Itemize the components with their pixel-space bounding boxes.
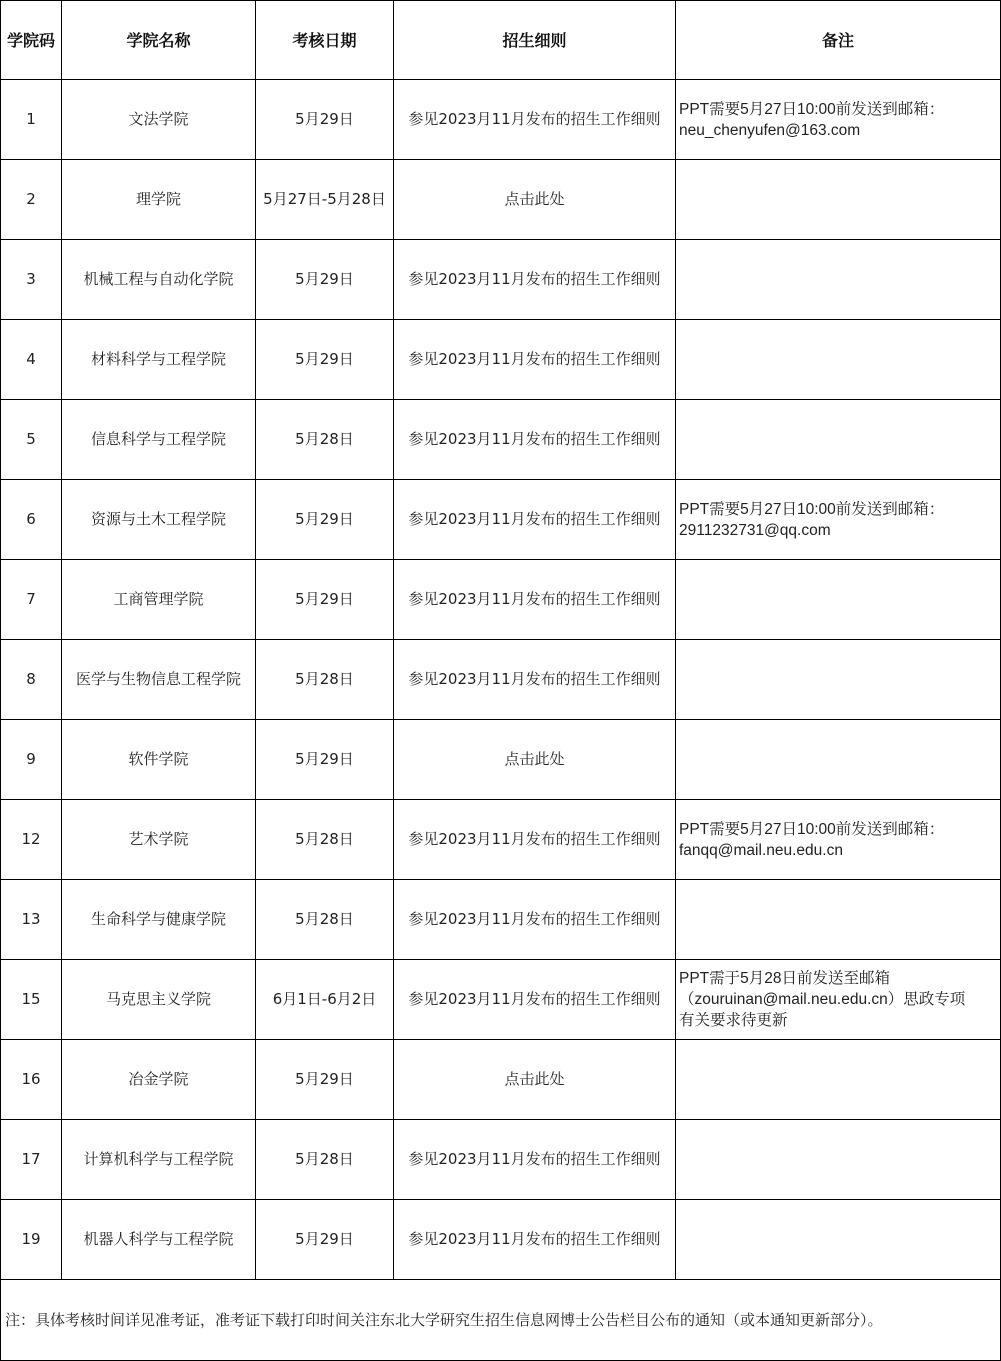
college-name: 文法学院 [62,80,256,160]
table-row [1,720,1001,800]
remark-line: 2911232731@qq.com [679,521,831,539]
remark-cell [676,80,1001,160]
exam-date: 5月29日 [256,80,394,160]
remark-cell [676,480,1001,560]
rules-text: 参见2023月11月发布的招生工作细则 [394,800,676,880]
college-name: 信息科学与工程学院 [62,400,256,480]
remark-cell [676,960,1001,1040]
college-name: 理学院 [62,160,256,240]
remark-cell [676,1120,1001,1200]
table-row [1,320,1001,400]
college-code: 12 [1,800,62,880]
remark-cell [676,1200,1001,1280]
remark-cell [676,1040,1001,1120]
college-name: 工商管理学院 [62,560,256,640]
exam-date: 5月28日 [256,1120,394,1200]
exam-date: 5月29日 [256,560,394,640]
rules-text: 参见2023月11月发布的招生工作细则 [394,1200,676,1280]
college-code: 17 [1,1120,62,1200]
rules-text: 参见2023月11月发布的招生工作细则 [394,320,676,400]
table-row [1,240,1001,320]
exam-date: 5月27日-5月28日 [256,160,394,240]
footnote-row [1,1280,1001,1361]
rules-text: 参见2023月11月发布的招生工作细则 [394,400,676,480]
college-code: 13 [1,880,62,960]
table-row [1,640,1001,720]
remark-cell [676,160,1001,240]
college-name: 马克思主义学院 [62,960,256,1040]
remark-cell [676,880,1001,960]
header-remark: 备注 [676,1,1001,80]
college-code: 8 [1,640,62,720]
remark-cell [676,560,1001,640]
remark-cell [676,640,1001,720]
exam-date: 5月29日 [256,320,394,400]
remark-line: PPT需要5月27日10:00前发送到邮箱： [679,820,945,838]
remark-line: PPT需要5月27日10:00前发送到邮箱： [679,500,945,518]
table-row [1,400,1001,480]
table-row [1,480,1001,560]
college-name: 机械工程与自动化学院 [62,240,256,320]
rules-link[interactable]: 点击此处 [394,1040,676,1120]
remark-cell [676,400,1001,480]
remark-line: PPT需要5月27日10:00前发送到邮箱： [679,100,945,118]
college-name: 材料科学与工程学院 [62,320,256,400]
college-name: 冶金学院 [62,1040,256,1120]
exam-date: 6月1日-6月2日 [256,960,394,1040]
college-name: 机器人科学与工程学院 [62,1200,256,1280]
remark-cell [676,720,1001,800]
rules-text: 参见2023月11月发布的招生工作细则 [394,960,676,1040]
exam-date: 5月28日 [256,800,394,880]
college-code: 9 [1,720,62,800]
college-code: 16 [1,1040,62,1120]
college-code: 1 [1,80,62,160]
remark-line: PPT需于5月28日前发送至邮箱 [679,970,891,987]
exam-date: 5月29日 [256,480,394,560]
college-code: 15 [1,960,62,1040]
table-row [1,560,1001,640]
college-code: 3 [1,240,62,320]
table-row [1,80,1001,160]
table-body [1,1,1001,1361]
college-name: 软件学院 [62,720,256,800]
exam-date: 5月28日 [256,400,394,480]
exam-date: 5月28日 [256,880,394,960]
college-code: 7 [1,560,62,640]
exam-date: 5月29日 [256,240,394,320]
college-name: 计算机科学与工程学院 [62,1120,256,1200]
header-row [1,1,1001,80]
remark-line: fanqq@mail.neu.edu.cn [679,841,843,859]
exam-date: 5月29日 [256,1040,394,1120]
rules-text: 参见2023月11月发布的招生工作细则 [394,480,676,560]
rules-text: 参见2023月11月发布的招生工作细则 [394,1120,676,1200]
college-name: 医学与生物信息工程学院 [62,640,256,720]
header-rules: 招生细则 [394,1,676,80]
rules-text: 参见2023月11月发布的招生工作细则 [394,240,676,320]
remark-cell [676,320,1001,400]
exam-date: 5月28日 [256,640,394,720]
table-row [1,800,1001,880]
college-code: 19 [1,1200,62,1280]
footnote: 注：具体考核时间详见准考证，准考证下载打印时间关注东北大学研究生招生信息网博士公告栏目公布的通知（或本通知更新部分）。 [1,1280,1001,1361]
college-code: 2 [1,160,62,240]
rules-text: 参见2023月11月发布的招生工作细则 [394,80,676,160]
remark-line: （zouruinan@mail.neu.edu.cn）思政专项 [679,991,966,1008]
header-code: 学院码 [1,1,62,80]
remark-line: neu_chenyufen@163.com [679,121,861,139]
table-row [1,1120,1001,1200]
rules-text: 参见2023月11月发布的招生工作细则 [394,560,676,640]
table-row [1,1040,1001,1120]
table-row [1,880,1001,960]
rules-text: 参见2023月11月发布的招生工作细则 [394,880,676,960]
rules-link[interactable]: 点击此处 [394,720,676,800]
college-code: 6 [1,480,62,560]
college-code: 5 [1,400,62,480]
rules-text: 参见2023月11月发布的招生工作细则 [394,640,676,720]
remark-cell [676,240,1001,320]
college-name: 艺术学院 [62,800,256,880]
table-row [1,160,1001,240]
exam-date: 5月29日 [256,1200,394,1280]
exam-date: 5月29日 [256,720,394,800]
remark-cell [676,800,1001,880]
table-row [1,960,1001,1040]
college-name: 生命科学与健康学院 [62,880,256,960]
header-name: 学院名称 [62,1,256,80]
college-code: 4 [1,320,62,400]
header-date: 考核日期 [256,1,394,80]
remark-line: 有关要求待更新 [679,1012,788,1029]
table-row [1,1200,1001,1280]
college-name: 资源与土木工程学院 [62,480,256,560]
rules-link[interactable]: 点击此处 [394,160,676,240]
